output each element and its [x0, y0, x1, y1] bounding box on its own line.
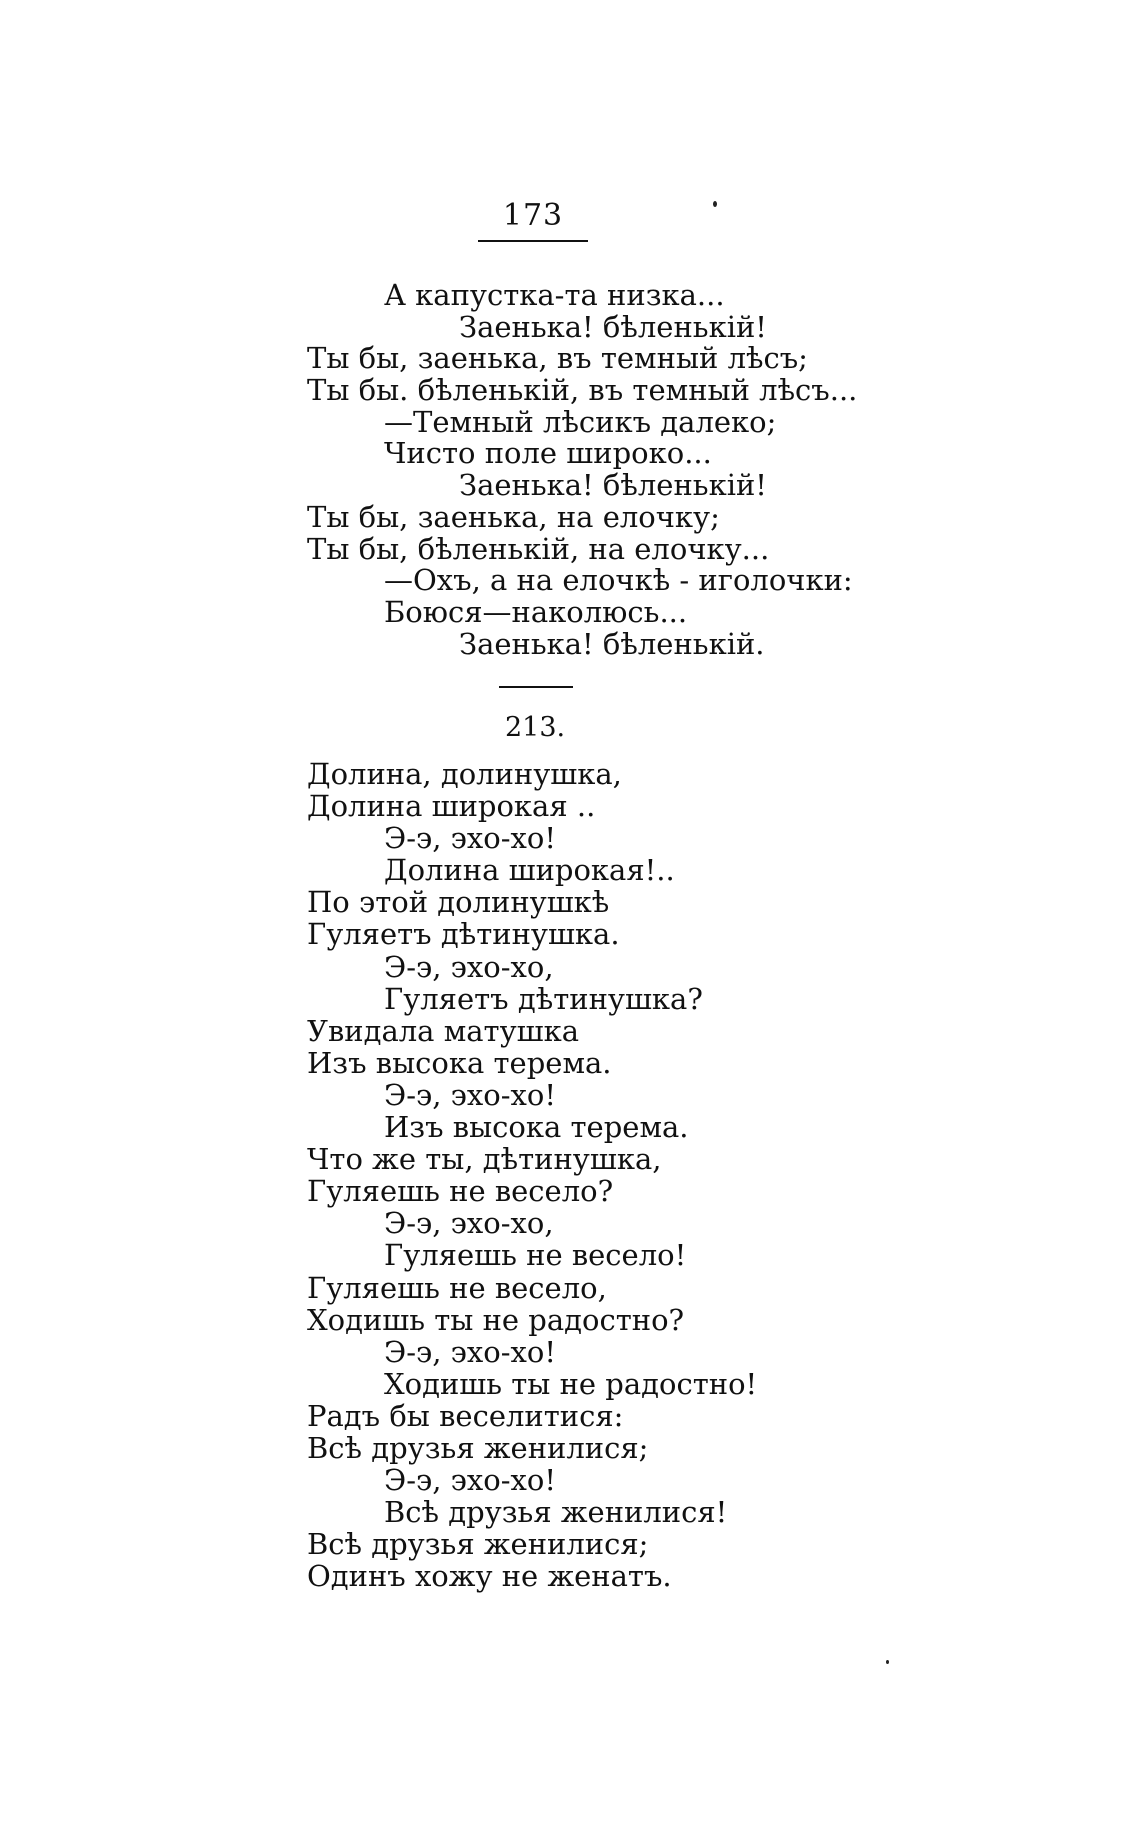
verse-line: Долина широкая!.. — [384, 853, 675, 888]
verse-line: Заенька! бѣленькій! — [459, 468, 767, 503]
verse-line: Гуляешь не весело, — [307, 1270, 607, 1305]
verse-line: Заенька! бѣленькій! — [459, 309, 767, 344]
poem-zayenka — [307, 280, 857, 660]
verse-line: Гуляешь не весело! — [384, 1238, 687, 1273]
verse-line: Э-э, эхо-хо! — [384, 1077, 556, 1112]
verse-line: Что же ты, дѣтинушка, — [307, 1142, 662, 1177]
verse-line: Чисто поле широко... — [384, 436, 712, 471]
verse-line: Всѣ друзья женилися; — [307, 1527, 649, 1562]
verse-line: Изъ высока терема. — [384, 1110, 689, 1145]
verse-line: Изъ высока терема. — [307, 1045, 612, 1080]
print-speck — [713, 201, 717, 207]
verse-line: Э-э, эхо-хо! — [384, 1463, 556, 1498]
verse-line: Э-э, эхо-хо, — [384, 1206, 554, 1241]
verse-line: —Темный лѣсикъ далеко; — [384, 404, 777, 439]
page-number-underline — [478, 240, 588, 242]
verse-line: Ходишь ты не радостно! — [384, 1366, 758, 1401]
verse-line: Ты бы, заенька, въ темный лѣсъ; — [307, 341, 808, 376]
verse-line: Ходишь ты не радостно? — [307, 1302, 685, 1337]
verse-line: Гуляетъ дѣтинушка? — [384, 981, 703, 1016]
verse-line: Э-э, эхо-хо, — [384, 949, 554, 984]
verse-line: Ты бы, бѣленькій, на елочку... — [307, 531, 770, 566]
section-divider — [499, 686, 573, 688]
verse-line: Увидала матушка — [307, 1013, 580, 1048]
verse-line: Гуляешь не весело? — [307, 1174, 614, 1209]
verse-line: Боюся—наколюсь... — [384, 594, 688, 629]
verse-line: —Охъ, а на елочкѣ - иголочки: — [384, 563, 853, 598]
verse-line: По этой долинушкѣ — [307, 885, 610, 920]
verse-line: Гуляетъ дѣтинушка. — [307, 917, 620, 952]
verse-line: Радъ бы веселитися: — [307, 1398, 624, 1433]
page-number: 173 — [502, 198, 564, 233]
verse-line: Ты бы. бѣленькій, въ темный лѣсъ... — [307, 373, 858, 408]
poem-dolina — [307, 758, 757, 1592]
verse-line: Долина, долинушка, — [307, 757, 622, 791]
section-number: 213. — [505, 712, 566, 743]
print-speck — [886, 1660, 889, 1664]
verse-line: Долина широкая .. — [307, 789, 596, 824]
verse-line: А капустка-та низка... — [384, 278, 725, 312]
verse-line: Заенька! бѣленькій. — [459, 626, 765, 661]
verse-line: Э-э, эхо-хо! — [384, 821, 556, 856]
verse-line: Всѣ друзья женилися! — [384, 1495, 728, 1530]
verse-line: Всѣ друзья женилися; — [307, 1430, 649, 1465]
verse-line: Ты бы, заенька, на елочку; — [307, 499, 720, 534]
verse-line: Одинъ хожу не женатъ. — [307, 1559, 672, 1594]
verse-line: Э-э, эхо-хо! — [384, 1334, 556, 1369]
